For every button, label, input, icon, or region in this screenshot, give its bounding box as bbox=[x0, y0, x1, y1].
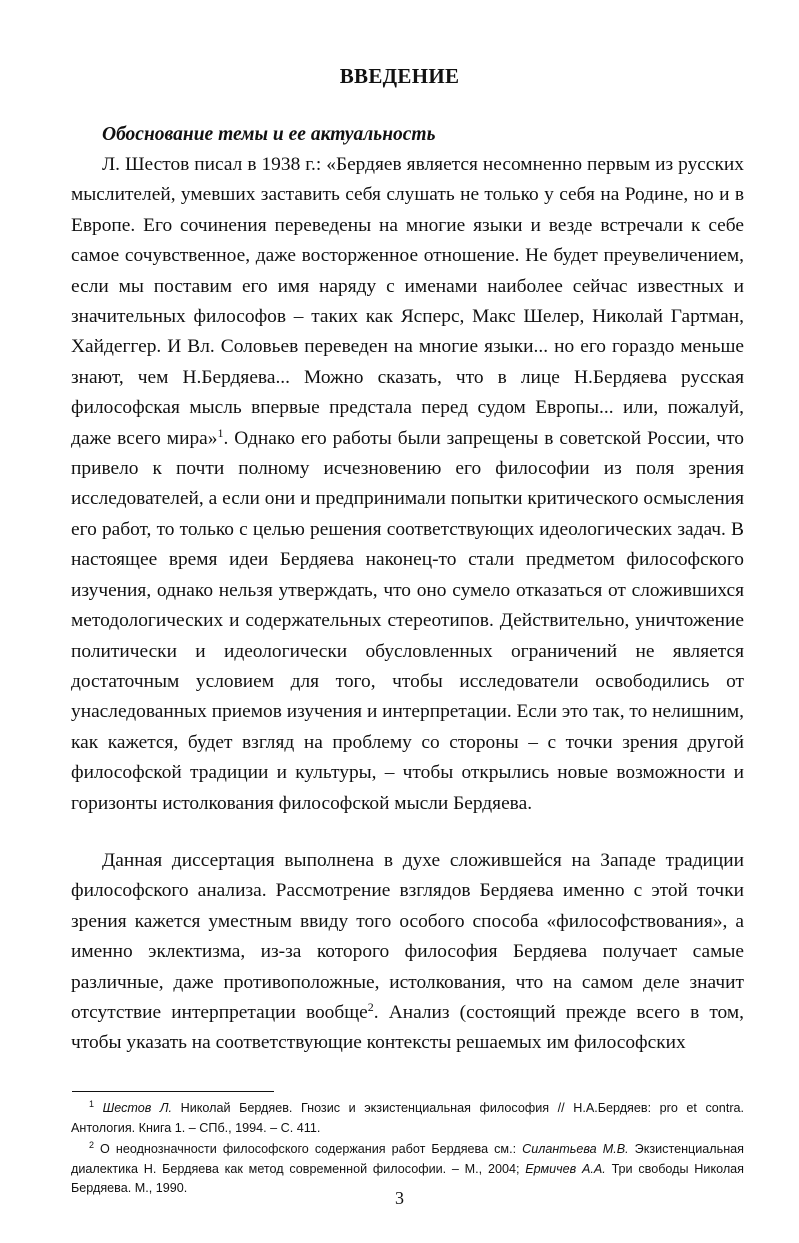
footnote-2-author-b: Ермичев А.А. bbox=[525, 1161, 606, 1176]
page-number: 3 bbox=[395, 1188, 404, 1208]
paragraph-1-text-b: . Однако его работы были запрещены в советской России, что привело к почти полному исчезновению его философии из поля зрения исследователей, а если они и предпринимали попытки критического осмысления его работ, то только с целью решения соответствующих идеологических задач. В настоящее время идеи Бердяева наконец-то стали предметом философского изучения, однако нельзя утверждать, что оно сумело отказаться от сложившихся методологических и содержательных стереотипов. Действительно, уничтожение политически и идеологически обусловленных ограничений не является достаточным условием для того, чтобы исследователи освободились от унаследованных приемов изучения и интерпретации. Если это так, то нелишним, как кажется, будет взгляд на проблему со стороны – с точки зрения другой философской традиции и культуры, – чтобы открылись новые возможности и горизонты истолкования философской мысли Бердяева. bbox=[71, 427, 745, 814]
footnote-2-text-a: О неоднозначности философского содержания работ Бердяева см.: bbox=[94, 1142, 523, 1156]
footnote-1-mark: 1 bbox=[89, 1099, 95, 1109]
footnote-2-text-b: Экзистенциальная диалектика Н. Бердяева как метод современной философии. – М., 2004; bbox=[71, 1142, 744, 1176]
footnote-2-author-a: Силантьева М.В. bbox=[522, 1142, 629, 1156]
footnote-2-mark: 2 bbox=[89, 1140, 95, 1150]
paragraph-2-text-a: Данная диссертация выполнена в духе сложившейся на Западе традиции философского анализа. Рассмотрение взглядов Бердяева именно с этой точки зрения кажется уместным ввиду того особого способа «философствования», а именно эклектизма, из-за которого философия Бердяева получает самые различные, даже противоположные, истолкования, что на самом деле значит отсутствие интерпретации вообще bbox=[71, 850, 744, 1024]
footnote-ref-2[interactable]: 2 bbox=[367, 1000, 374, 1015]
page-title: ВВЕДЕНИЕ bbox=[339, 64, 460, 88]
footnote-1 bbox=[71, 1099, 744, 1138]
footnote-ref-1[interactable]: 1 bbox=[217, 425, 224, 440]
paragraph-1-text-a: Л. Шестов писал в 1938 г.: «Бердяев является несомненно первым из русских мыслителей, умевших заставить себя слушать не только у себя на Родине, но и в Европе. Его сочинения переведены на многие языки и везде встречали к себе самое сочувственное, даже восторженное отношение. Не будет преувеличением, если мы поставим его имя наряду с именами наиболее сейчас известных и значительных философов – таких как Ясперс, Макс Шелер, Николай Гартман, Хайдеггер. И Вл. Соловьев переведен на многие языки... но его гораздо меньше знают, чем Н.Бердяева... Можно сказать, что в лице Н.Бердяева русская философская мысль впервые предстала перед судом Европы... или, пожалуй, даже всего мира» bbox=[71, 154, 744, 449]
section-heading: Обоснование темы и ее актуальность bbox=[102, 124, 436, 145]
paragraph-2 bbox=[71, 846, 744, 1059]
footnote-1-author: Шестов Л. bbox=[102, 1101, 173, 1115]
footnote-2-text-c: Три свободы Николая Бердяева. М., 1990. bbox=[71, 1161, 744, 1195]
paragraph-2-text-b: . Анализ (состоящий прежде всего в том, чтобы указать на соответствующие контексты решаемых им философских bbox=[71, 1002, 744, 1054]
footnote-1-text: Николай Бердяев. Гнозис и экзистенциальная философия // Н.А.Бердяев: pro et contra. Антология. Книга 1. – СПб., 1994. – С. 411. bbox=[71, 1101, 745, 1135]
paragraph-1 bbox=[71, 150, 744, 819]
footnote-divider bbox=[72, 1091, 274, 1092]
